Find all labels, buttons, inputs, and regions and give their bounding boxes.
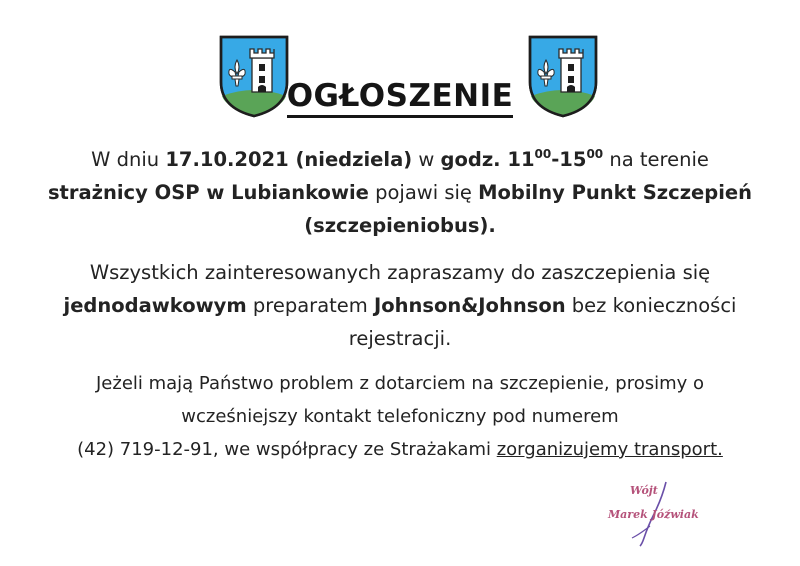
signature-name: Marek Jóźwiak [608,508,699,521]
paragraph-1-line-1 [40,143,760,176]
paragraph-2-line-2 [40,289,760,322]
text: w [412,148,441,171]
paragraph-1-line-3 [40,209,760,242]
paragraph-3-line-3 [40,433,760,466]
text: na terenie [603,148,709,171]
page-title-text: OGŁOSZENIE [287,78,514,118]
page-title [0,78,800,114]
paragraph-1-line-2 [40,176,760,209]
transport-note: zorganizujemy transport. [496,439,723,460]
event-place: strażnicy OSP w Lubiankowie [47,181,369,204]
hours-end-minutes: 00 [586,147,604,161]
event-date: 17.10.2021 (niedziela) [165,148,413,171]
hours-end: -15 [551,148,587,171]
phone-number-text: (42) 719-12-91, we współpracy ze Strażakami [77,439,497,460]
text: pojawi się [368,181,479,204]
announcement-paragraph-2 [40,256,760,355]
hours-label: godz. 11 [440,148,535,171]
announcement-paragraph-3 [40,367,760,466]
hours-start-minutes: 00 [534,147,552,161]
text: preparatem [246,294,374,317]
paragraph-3-line-1: Jeżeli mają Państwo problem z dotarciem na szczepienie, prosimy o [95,373,705,394]
vaccine-name: Johnson&Johnson [373,294,566,317]
vaccination-point: Mobilny Punkt Szczepień [478,181,753,204]
event-hours [441,148,604,171]
announcement-paragraph-1 [40,143,760,242]
paragraph-2-line-1: Wszystkich zainteresowanych zapraszamy do zaszczepienia się [89,261,711,284]
signature-stamp [596,480,716,550]
signature-role: Wójt [630,484,658,497]
vaccination-bus: (szczepieniobus). [304,214,496,237]
text: bez konieczności [565,294,737,317]
text: W dniu [91,148,166,171]
paragraph-2-line-3: rejestracji. [348,327,452,350]
dose-type: jednodawkowym [63,294,247,317]
paragraph-3-line-2: wcześniejszy kontakt telefoniczny pod numerem [181,406,619,427]
